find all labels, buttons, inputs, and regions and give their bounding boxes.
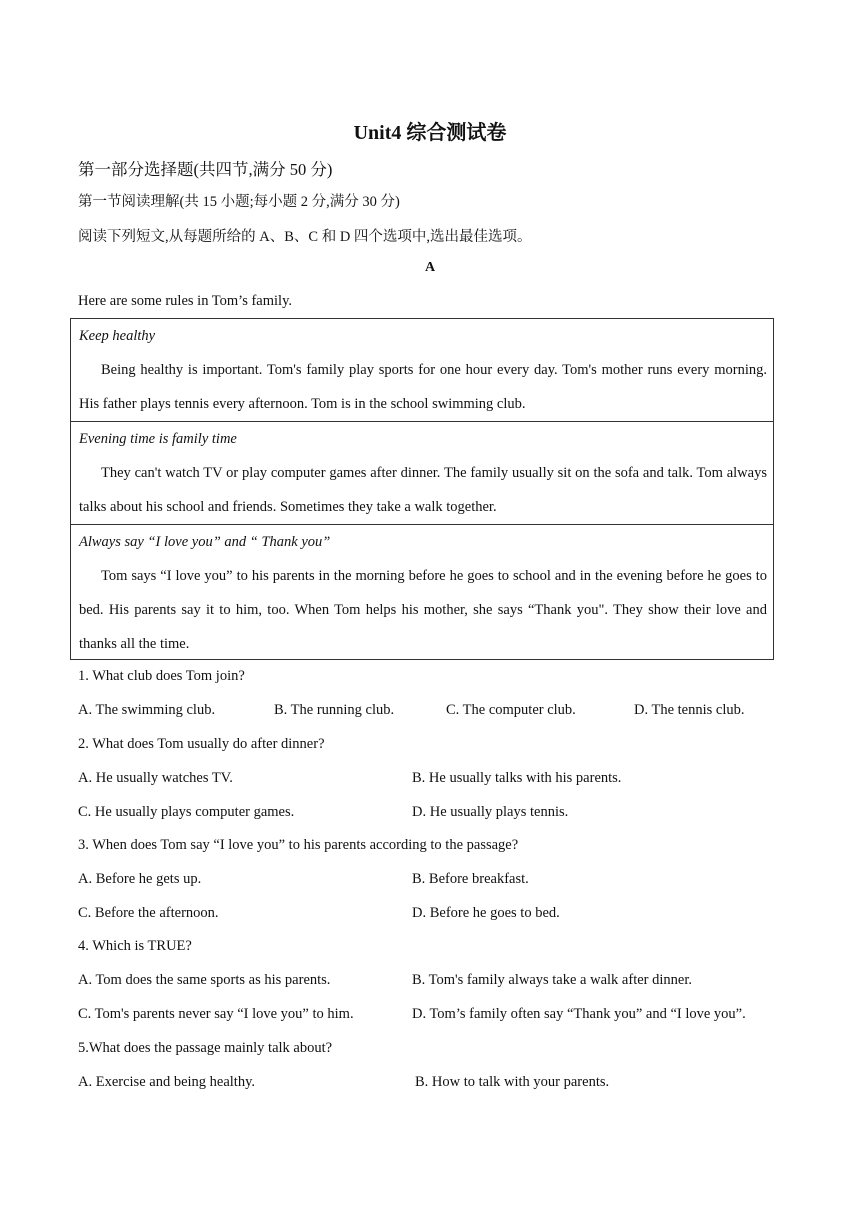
question-stem: 3. When does Tom say “I love you” to his parents according to the passage? bbox=[78, 837, 519, 853]
rule-section bbox=[71, 525, 773, 659]
question-option: D. Tom’s family often say “Thank you” and “I love you”. bbox=[412, 1006, 746, 1022]
part-heading: 第一部分选择题(共四节,满分 50 分) bbox=[78, 160, 333, 179]
question-option: D. He usually plays tennis. bbox=[412, 804, 569, 820]
rule-body: Tom says “I love you” to his parents in the morning before he goes to school and in the evening before he goes to bed. His parents say it to him, too. When Tom helps his mother, she says “Thank you". They show their love and thanks all the time. bbox=[79, 568, 767, 652]
question-option: B. How to talk with your parents. bbox=[415, 1074, 610, 1090]
rule-heading: Evening time is family time bbox=[79, 431, 237, 447]
question-stem: 4. Which is TRUE? bbox=[78, 938, 192, 954]
question-stem: 1. What club does Tom join? bbox=[78, 668, 245, 684]
question-option: A. Exercise and being healthy. bbox=[78, 1074, 256, 1090]
question-option: B. Tom's family always take a walk after dinner. bbox=[412, 972, 692, 988]
question-stem: 5.What does the passage mainly talk about? bbox=[78, 1040, 333, 1056]
passage-intro: Here are some rules in Tom’s family. bbox=[78, 293, 293, 309]
instruction-text: 阅读下列短文,从每题所给的 A、B、C 和 D 四个选项中,选出最佳选项。 bbox=[78, 229, 532, 245]
section-heading: 第一节阅读理解(共 15 小题;每小题 2 分,满分 30 分) bbox=[78, 194, 400, 210]
rule-heading: Keep healthy bbox=[79, 328, 156, 344]
question-option: B. He usually talks with his parents. bbox=[412, 770, 622, 786]
rule-body: Being healthy is important. Tom's family play sports for one hour every day. Tom's mother runs every morning. His father plays tennis every afternoon. Tom is in the school swimming club. bbox=[79, 362, 767, 412]
question-option: C. Tom's parents never say “I love you” to him. bbox=[78, 1006, 354, 1022]
rule-section bbox=[71, 319, 773, 422]
rule-heading: Always say “I love you” and “ Thank you” bbox=[79, 534, 331, 550]
passage-label: A bbox=[424, 260, 436, 275]
question-option: A. The swimming club. bbox=[78, 702, 216, 718]
question-option: A. Tom does the same sports as his parents. bbox=[78, 972, 331, 988]
question-option: A. Before he gets up. bbox=[78, 871, 202, 887]
question-option: D. Before he goes to bed. bbox=[412, 905, 560, 921]
question-option: B. Before breakfast. bbox=[412, 871, 529, 887]
question-option: C. Before the afternoon. bbox=[78, 905, 219, 921]
rule-section bbox=[71, 422, 773, 525]
question-option: B. The running club. bbox=[274, 702, 395, 718]
rules-table bbox=[70, 318, 774, 660]
question-option: C. He usually plays computer games. bbox=[78, 804, 295, 820]
page-title: Unit4 综合测试卷 bbox=[353, 122, 507, 144]
question-option: A. He usually watches TV. bbox=[78, 770, 233, 786]
question-option: D. The tennis club. bbox=[634, 702, 745, 718]
question-stem: 2. What does Tom usually do after dinner? bbox=[78, 736, 325, 752]
question-option: C. The computer club. bbox=[446, 702, 576, 718]
rule-body: They can't watch TV or play computer games after dinner. The family usually sit on the sofa and talk. Tom always talks about his school and friends. Sometimes they take a walk together. bbox=[79, 465, 767, 515]
